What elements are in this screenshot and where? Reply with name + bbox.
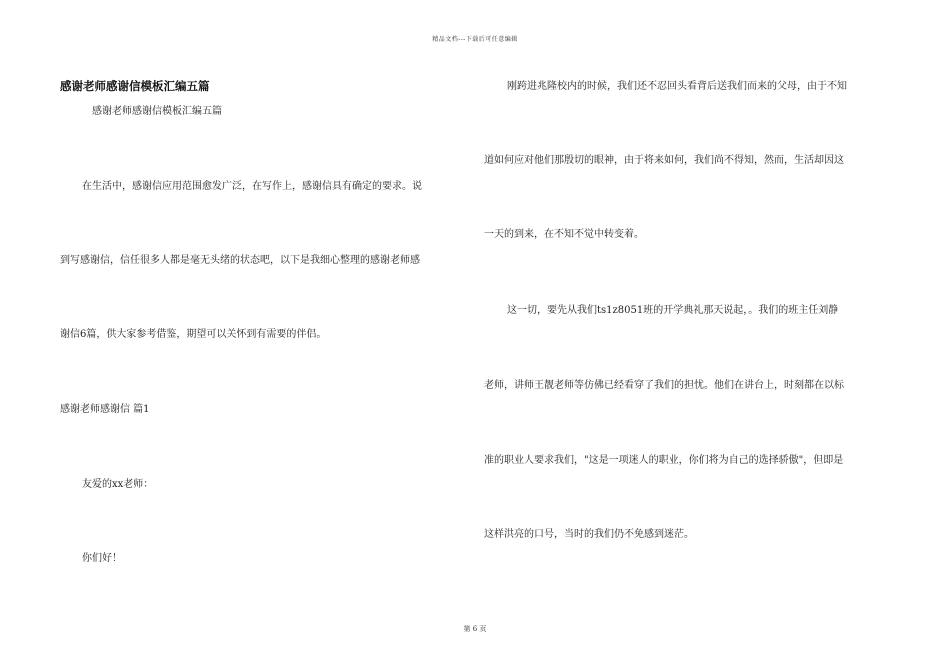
letter-greeting: 友爱的xx老师： [82, 479, 154, 490]
body-paragraph-2-line-2: 老师，讲师王靓老师等仿佛已经看穿了我们的担忧。他们在讲台上，时刻都在以标 [484, 380, 844, 391]
intro-paragraph-line-2: 到写感谢信，信任很多人都是毫无头绪的状态吧，以下是我细心整理的感谢老师感 [60, 255, 420, 266]
body-paragraph-1-line-1: 刚跨进兆隆校内的时候，我们还不忍回头看背后送我们而来的父母，由于不知 [507, 81, 847, 92]
page-header: 精品文档---下载后可任意编辑 [432, 36, 518, 43]
page-number: 第 6 页 [463, 625, 487, 633]
document-title: 感谢老师感谢信模板汇编五篇 [60, 79, 210, 93]
body-paragraph-2-line-3: 准的职业人要求我们，"这是一项迷人的职业，你们将为自己的选择骄傲"，但即是 [484, 455, 844, 466]
intro-paragraph-line-3: 谢信6篇，供大家参考借鉴，期望可以关怀到有需要的伴侣。 [60, 329, 327, 340]
body-paragraph-1-line-3: 一天的到来，在不知不觉中转变着。 [484, 229, 644, 240]
letter-hello: 你们好！ [82, 553, 122, 564]
document-subtitle: 感谢老师感谢信模板汇编五篇 [92, 106, 222, 117]
body-paragraph-2-line-4: 这样洪亮的口号，当时的我们仍不免感到迷茫。 [484, 529, 694, 540]
section-heading: 感谢老师感谢信 篇1 [60, 404, 150, 415]
body-paragraph-2-line-1: 这一切，要先从我们ts1z8051班的开学典礼那天说起，。我们的班主任刘静 [507, 305, 839, 316]
intro-paragraph-line-1: 在生活中，感谢信应用范围愈发广泛，在写作上，感谢信具有确定的要求。说 [82, 181, 422, 192]
body-paragraph-1-line-2: 道如何应对他们那殷切的眼神，由于将来如何，我们尚不得知，然而，生活却因这 [484, 155, 844, 166]
